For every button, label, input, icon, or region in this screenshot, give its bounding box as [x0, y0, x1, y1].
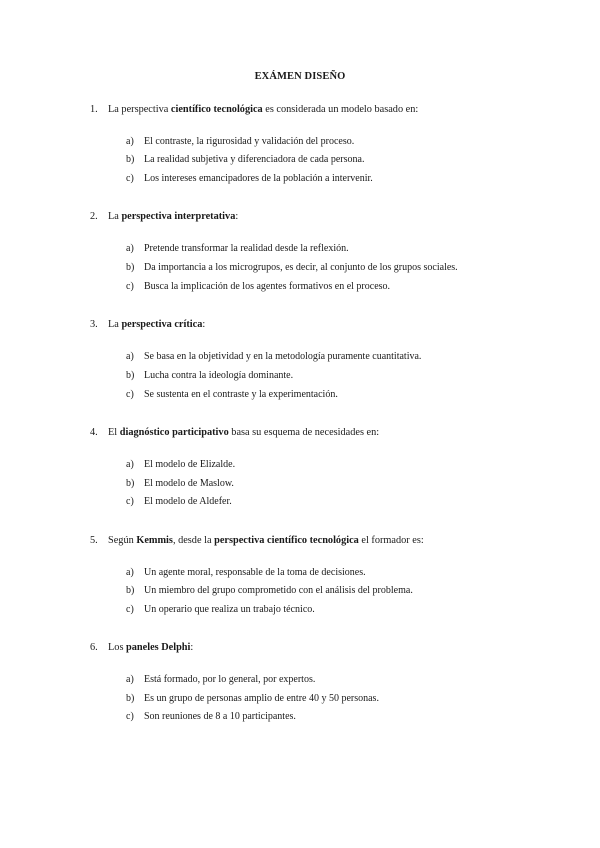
- option-text: Un miembro del grupo comprometido con el análisis del problema.: [144, 585, 413, 596]
- option-letter: b): [126, 585, 135, 596]
- option-text: El modelo de Maslow.: [144, 478, 234, 489]
- question-number: 3.: [90, 319, 98, 330]
- option-text: Es un grupo de personas amplio de entre 40 y 50 personas.: [144, 693, 379, 704]
- question-text: :: [235, 211, 239, 222]
- option-text: Se sustenta en el contraste y la experimentación.: [144, 389, 338, 400]
- option-2b: [126, 262, 458, 273]
- question-text: La: [108, 319, 122, 330]
- question-text: basa su esquema de necesidades en:: [228, 427, 380, 438]
- question-number: 2.: [90, 211, 98, 222]
- option-6c: [126, 711, 296, 722]
- option-5b: [126, 585, 413, 596]
- option-letter: a): [126, 459, 134, 470]
- option-text: Un operario que realiza un trabajo técnico.: [144, 604, 315, 615]
- question-4: [90, 427, 379, 438]
- option-text: Son reuniones de 8 a 10 participantes.: [144, 711, 296, 722]
- question-number: 1.: [90, 104, 98, 115]
- option-text: Pretende transformar la realidad desde la reflexión.: [144, 243, 349, 254]
- option-2a: [126, 243, 349, 254]
- option-text: Da importancia a los microgrupos, es decir, al conjunto de los grupos sociales.: [144, 262, 458, 273]
- question-keyword: perspectiva interpretativa: [121, 211, 236, 222]
- page-title: EXÁMEN DISEÑO: [254, 71, 346, 82]
- question-keyword: perspectiva científico tecnológica: [214, 535, 359, 546]
- option-6a: [126, 674, 315, 685]
- option-3a: [126, 351, 421, 362]
- question-keyword: diagnóstico participativo: [119, 427, 229, 438]
- question-keyword: Kemmis: [136, 535, 173, 546]
- option-letter: b): [126, 693, 135, 704]
- option-letter: c): [126, 711, 134, 722]
- question-3: [90, 319, 205, 330]
- option-letter: b): [126, 370, 135, 381]
- option-1c: [126, 173, 373, 184]
- option-4b: [126, 478, 234, 489]
- option-letter: c): [126, 604, 134, 615]
- question-5: [90, 535, 424, 546]
- question-text: La perspectiva: [108, 104, 171, 115]
- question-number: 5.: [90, 535, 98, 546]
- option-letter: c): [126, 389, 134, 400]
- question-1: [90, 104, 418, 115]
- question-text: Según: [108, 535, 137, 546]
- option-text: Está formado, por lo general, por expertos.: [144, 674, 316, 685]
- question-number: 6.: [90, 642, 98, 653]
- question-2: [90, 211, 238, 222]
- option-4c: [126, 496, 232, 507]
- option-text: Un agente moral, responsable de la toma de decisiones.: [144, 567, 366, 578]
- question-text: Los: [108, 642, 127, 653]
- option-3b: [126, 370, 293, 381]
- question-text: La: [108, 211, 122, 222]
- option-text: El modelo de Elizalde.: [144, 459, 236, 470]
- question-text: es considerada un modelo basado en:: [262, 104, 419, 115]
- option-letter: a): [126, 567, 134, 578]
- option-text: Lucha contra la ideología dominante.: [144, 370, 294, 381]
- option-letter: c): [126, 496, 134, 507]
- question-6: [90, 642, 193, 653]
- question-text: , desde la: [172, 535, 215, 546]
- option-1b: [126, 154, 364, 165]
- option-letter: b): [126, 262, 135, 273]
- question-text: El: [108, 427, 120, 438]
- option-text: Los intereses emancipadores de la población a intervenir.: [144, 173, 373, 184]
- question-keyword: perspectiva crítica: [121, 319, 203, 330]
- option-letter: a): [126, 674, 134, 685]
- question-text: :: [190, 642, 194, 653]
- option-text: La realidad subjetiva y diferenciadora de cada persona.: [144, 154, 365, 165]
- option-text: El contraste, la rigurosidad y validación del proceso.: [144, 136, 355, 147]
- option-6b: [126, 693, 379, 704]
- option-2c: [126, 281, 390, 292]
- option-letter: a): [126, 136, 134, 147]
- option-letter: b): [126, 154, 135, 165]
- question-keyword: paneles Delphi: [126, 642, 191, 653]
- option-text: Se basa en la objetividad y en la metodología puramente cuantitativa.: [144, 351, 422, 362]
- option-5a: [126, 567, 366, 578]
- option-letter: c): [126, 173, 134, 184]
- question-keyword: científico tecnológica: [170, 104, 263, 115]
- option-5c: [126, 604, 315, 615]
- option-1a: [126, 136, 354, 147]
- question-number: 4.: [90, 427, 98, 438]
- option-4a: [126, 459, 235, 470]
- option-text: Busca la implicación de los agentes formativos en el proceso.: [144, 281, 391, 292]
- option-letter: c): [126, 281, 134, 292]
- question-text: el formador es:: [358, 535, 424, 546]
- question-text: :: [202, 319, 206, 330]
- option-letter: a): [126, 243, 134, 254]
- option-letter: a): [126, 351, 134, 362]
- option-letter: b): [126, 478, 135, 489]
- option-text: El modelo de Aldefer.: [144, 496, 232, 507]
- option-3c: [126, 389, 338, 400]
